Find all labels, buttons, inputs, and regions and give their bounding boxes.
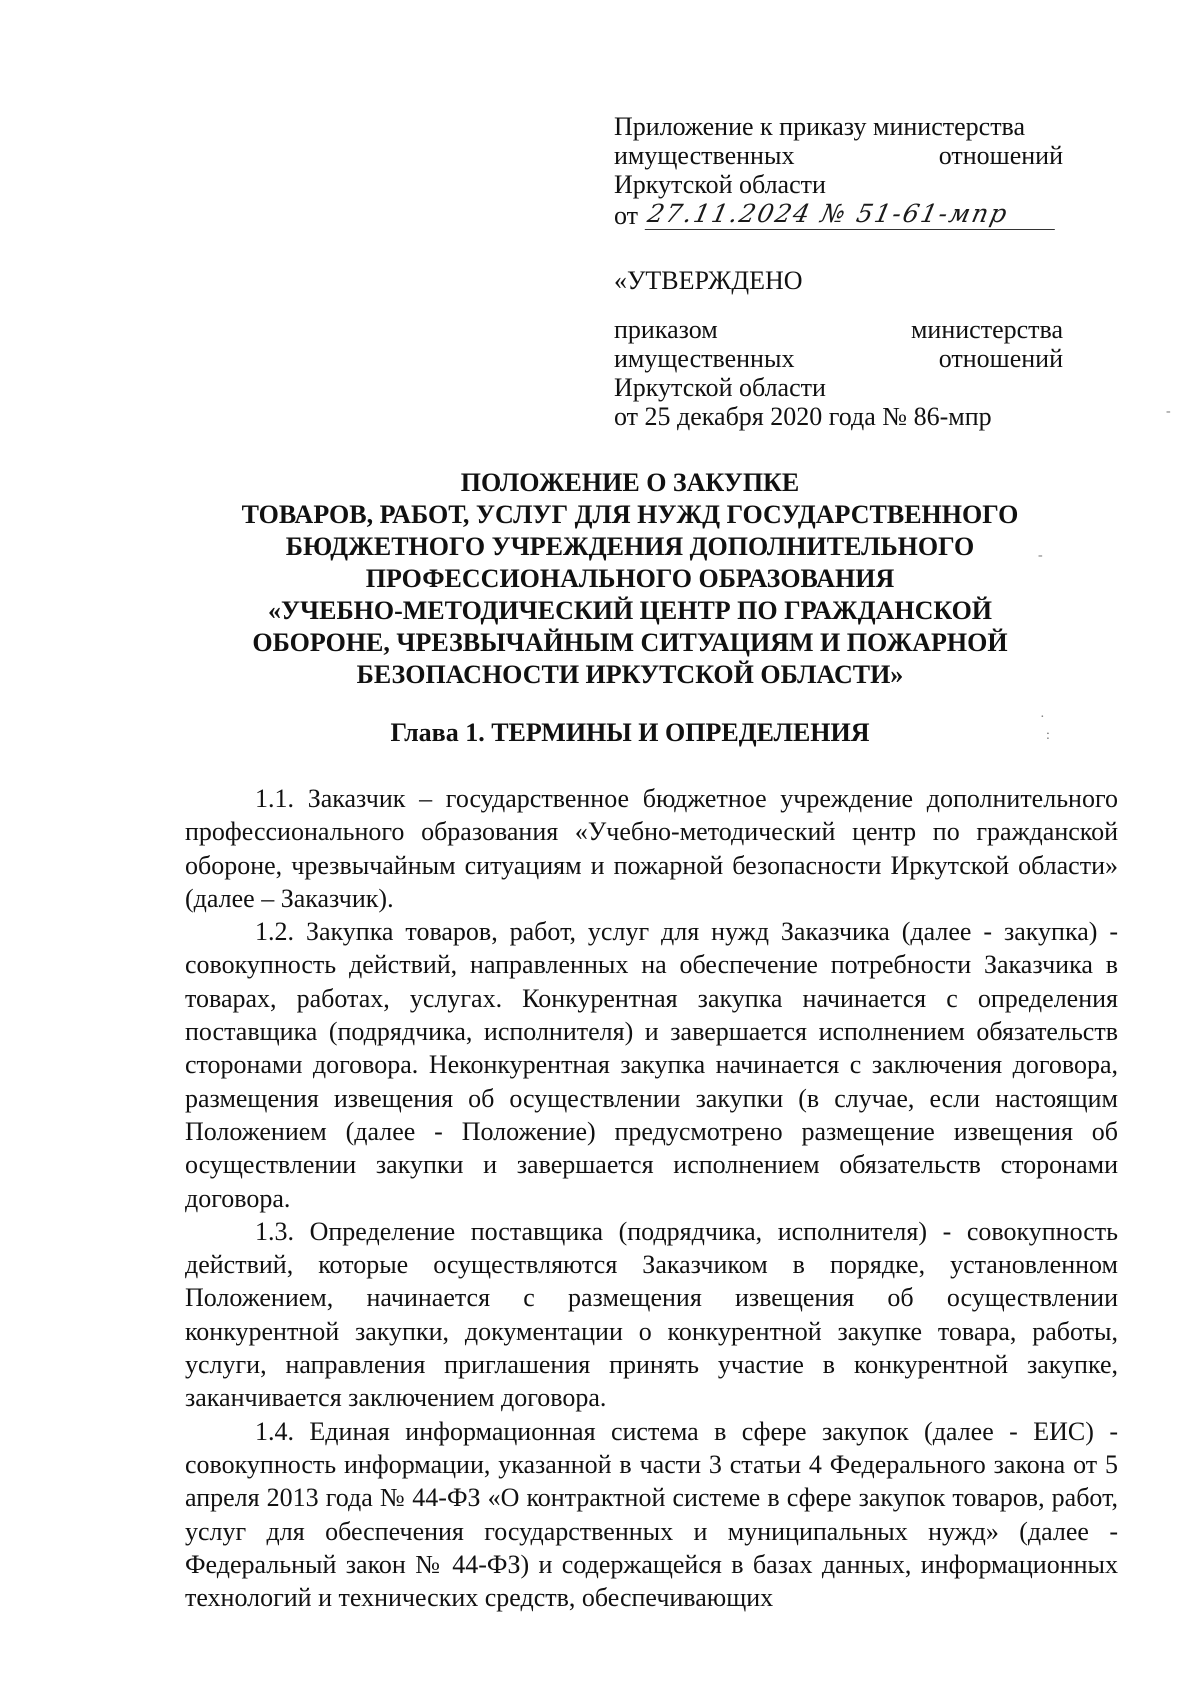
approval-line-4: от 25 декабря 2020 года № 86-мпр — [614, 402, 992, 431]
approval-line-3: Иркутской области — [614, 373, 826, 402]
paragraph-1-3: 1.3. Определение поставщика (подрядчика, исполнителя) - совокупность действий, которые осуществляются Заказчиком в порядке, установленном Положением, начинается с размещения извещения об осуществлении конкурентной закупки, документации о конкурентной закупке товара, работы, услуги, направления приглашения принять участие в конкурентной закупке, заканчивается заключением договора. — [185, 1216, 1118, 1413]
document-page: Приложение к приказу министерства имущественных отношений Иркутской области от 27.11.2024 № 51-61-мпр «УТВЕРЖДЕНО приказом министерства имущественных отношений Иркутской области от 25 декабря 2020 года № 86-мпр ПОЛОЖЕНИЕ О ЗАКУПКЕ ТОВАРОВ, РАБОТ, УСЛУГ ДЛЯ НУЖД ГОСУДАРСТВЕННОГО БЮДЖЕТНОГО УЧРЕЖДЕНИЯ ДОПОЛНИТЕЛЬНОГО ПРОФЕССИОНАЛЬНОГО ОБРАЗОВАНИЯ «УЧЕБНО-МЕТОДИЧЕСКИЙ ЦЕНТР ПО ГРАЖДАНСКОЙ ОБОРОНЕ, ЧРЕЗВЫЧАЙНЫМ СИТУАЦИЯМ И ПОЖАРНОЙ БЕЗОПАСНОСТИ ИРКУТСКОЙ ОБЛАСТИ» Глава 1. ТЕРМИНЫ И ОПРЕДЕЛЕНИЯ 1.1. Заказчик – государственное бюджетное учреждение дополнительного профессионального образования «Учебно-методический центр по гражданской обороне, чрезвычайным ситуациям и пожарной безопасности Иркутской области» (далее – Заказчик). 1.2. Закупка товаров, работ, услуг для нужд Заказчика (далее - закупка) - совокупность действий, направленных на обеспечение потребности Заказчика в товарах, работах, услугах. Конкурентная закупка начинается с определения поставщика (подрядчика, исполнителя) и завершается исполнением обязательств сторонами договора. Неконкурентная закупка начинается с заключения договора, размещения извещения об осуществлении закупки (в случае, если настоящим Положением (далее - Положение) предусмотрено размещение извещения об осуществлении закупки и завершается исполнением обязательств сторонами договора. 1.3. Определение поставщика (подрядчика, исполнителя) - совокупность действий, которые осуществляются Заказчиком в порядке, установленном Положением, начинается с размещения извещения об осуществлении конкурентной закупки, документации о конкурентной закупке товара, работы, услуги, направления приглашения принять участие в конкурентной закупке, заканчивается заключением договора. 1.4. Единая информационная система в сфере закупок (далее - ЕИС) - совокупность информации, указанной в части 3 статьи 4 Федерального закона от 5 апреля 2013 года № 44-ФЗ «О контрактной системе в сфере закупок товаров, работ, услуг для обеспечения государственных и муниципальных нужд» (далее - Федеральный закон № 44-ФЗ) и содержащейся в базах данных, информационных технологий и технических средств, обеспечивающих - - · : — [0, 0, 1200, 1696]
title-line-5: «УЧЕБНО-МЕТОДИЧЕСКИЙ ЦЕНТР ПО ГРАЖДАНСКОЙ — [267, 596, 993, 625]
approval-line-1: приказом министерства — [614, 315, 1063, 344]
title-line-4: ПРОФЕССИОНАЛЬНОГО ОБРАЗОВАНИЯ — [365, 564, 895, 593]
appendix-date-line — [614, 199, 1063, 230]
handwritten-order-number: 27.11.2024 № 51-61-мпр — [645, 199, 1062, 230]
title-line-1: ПОЛОЖЕНИЕ О ЗАКУПКЕ — [460, 468, 800, 497]
document-title — [180, 467, 1080, 691]
title-line-2: ТОВАРОВ, РАБОТ, УСЛУГ ДЛЯ НУЖД ГОСУДАРСТВЕННОГО — [241, 500, 1019, 529]
appendix-line-1: Приложение к приказу министерства — [614, 112, 1026, 141]
paragraph-1-1: 1.1. Заказчик – государственное бюджетное учреждение дополнительного профессионального образования «Учебно-методический центр по гражданской обороне, чрезвычайным ситуациям и пожарной безопасности Иркутской области» (далее – Заказчик). — [185, 784, 1118, 913]
appendix-line-3: Иркутской области — [614, 170, 826, 199]
paragraph-1-4: 1.4. Единая информационная система в сфере закупок (далее - ЕИС) - совокупность информации, указанной в части 3 статьи 4 Федерального закона от 5 апреля 2013 года № 44-ФЗ «О контрактной системе в сфере закупок товаров, работ, услуг для обеспечения государственных и муниципальных нужд» (далее - Федеральный закон № 44-ФЗ) и содержащейся в базах данных, информационных технологий и технических средств, обеспечивающих — [185, 1416, 1118, 1613]
title-line-7: БЕЗОПАСНОСТИ ИРКУТСКОЙ ОБЛАСТИ» — [356, 660, 904, 689]
approval-block — [614, 266, 1063, 431]
chapter-heading: Глава 1. ТЕРМИНЫ И ОПРЕДЕЛЕНИЯ — [390, 718, 870, 747]
approval-line-2: имущественных отношений — [614, 344, 1063, 373]
paragraph-1-2: 1.2. Закупка товаров, работ, услуг для нужд Заказчика (далее - закупка) - совокупность действий, направленных на обеспечение потребности Заказчика в товарах, работах, услугах. Конкурентная закупка начинается с определения поставщика (подрядчика, исполнителя) и завершается исполнением обязательств сторонами договора. Неконкурентная закупка начинается с заключения договора, размещения извещения об осуществлении закупки (в случае, если настоящим Положением (далее - Положение) предусмотрено размещение извещения об осуществлении закупки и завершается исполнением обязательств сторонами договора. — [185, 917, 1118, 1213]
title-line-3: БЮДЖЕТНОГО УЧРЕЖДЕНИЯ ДОПОЛНИТЕЛЬНОГО — [285, 532, 975, 561]
appendix-date-prefix: от — [614, 201, 639, 230]
appendix-block — [614, 112, 1063, 230]
approval-header: «УТВЕРЖДЕНО — [614, 266, 803, 295]
appendix-line-2: имущественных отношений — [614, 141, 1063, 170]
title-line-6: ОБОРОНЕ, ЧРЕЗВЫЧАЙНЫМ СИТУАЦИЯМ И ПОЖАРНОЙ — [252, 628, 1008, 657]
document-body — [185, 782, 1118, 1614]
